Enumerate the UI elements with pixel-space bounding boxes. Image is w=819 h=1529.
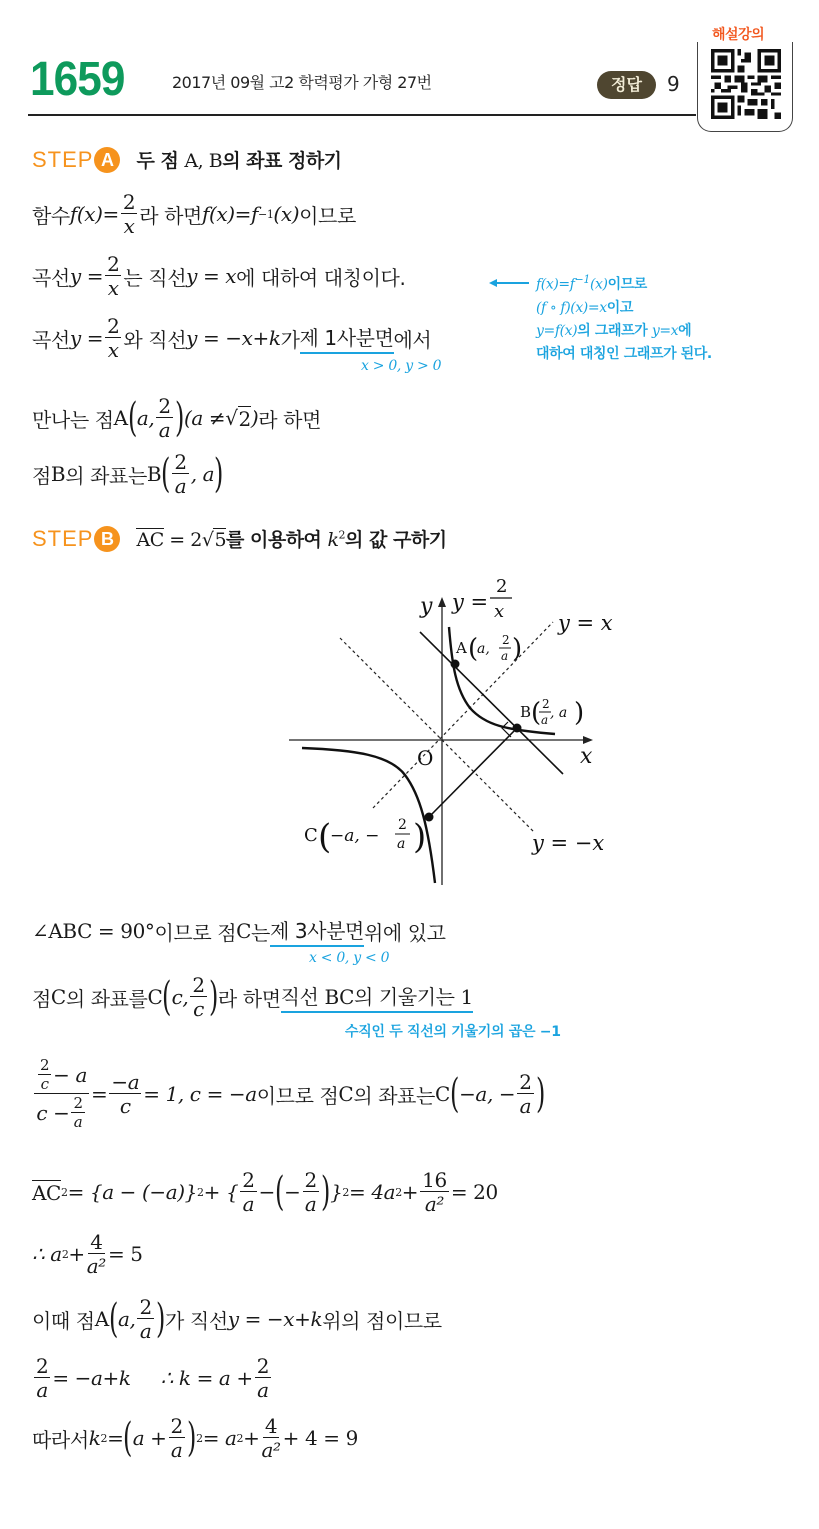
perpendicular-slope-note: 수직인 두 직선의 기울기의 곱은 −1 [345, 1024, 561, 1040]
svg-text:−a, −: −a, − [330, 826, 380, 846]
y-axis-arrow-icon [438, 597, 446, 607]
qr-label: 해설강의 [712, 27, 765, 43]
hyperbola-branch-q3 [302, 748, 435, 883]
svg-text:a,: a, [477, 641, 490, 657]
body-line-8: 따라서 k 2 = ( a + $\frac{2}{a}$ ) 2 = a 2 + $\frac{4}{\text{a²}}$ + 4 = 9 [32, 1414, 358, 1462]
curve-label-lhs: y = [452, 590, 489, 614]
step-b-badge: B [94, 526, 120, 552]
quadrant-1-underline: 제 1사분면 [300, 322, 394, 354]
problem-number: 1659 [30, 53, 125, 106]
svg-text:B: B [520, 703, 532, 721]
line-yx-label: y = x [558, 611, 613, 635]
step-label: STEP [32, 146, 94, 172]
step-b-title: AC = 2√5를 이용하여 $k^2$의 값 구하기 [136, 528, 447, 551]
svg-text:C: C [304, 825, 318, 846]
body-line-6: 이때 점 A ( a, $\frac{2}{a}$ ) 가 직선 y = −x+k 위의 점이므로 [32, 1295, 442, 1343]
body-line-3: $\frac{2}{c}$ − a c − $\frac{2}{a}$ = $\frac{-a}{c}$ = 1, c = −a 이므로 점 C 의 좌표는 C ( −a, − $\frac{2}{a}$ ) [32, 1058, 545, 1130]
origin-label: O [417, 746, 434, 770]
step-a-line-4: 만나는 점 A ( a, $\frac{2}{a}$ ) (a ≠ √ 2 ) 라 하면 [32, 394, 321, 442]
qr-code-icon[interactable] [711, 49, 781, 119]
body-line-1: ∠ABC = 90° 이므로 점 C 는 제 3사분면 위에 있고 [32, 915, 446, 947]
problem-source: 2017년 09월 고2 학력평가 가형 27번 [172, 73, 432, 92]
svg-text:a: a [501, 649, 509, 663]
svg-text:(: ( [468, 634, 479, 664]
x-axis-arrow-icon [583, 736, 593, 744]
point-a [451, 660, 460, 669]
step-a-title: 두 점 A, B의 좌표 정하기 [136, 150, 342, 172]
line-ynx-label: y = −x [532, 831, 605, 855]
svg-text:): ) [574, 698, 585, 728]
step-a-line-1: 함수 f(x)= $\frac{2}{x}$ 라 하면 f(x)=f −1 (x) 이므로 [32, 190, 356, 238]
inverse-function-note: $f(x)=f^{-1}(x)$이므로 (f ∘ f)(x)=x이고 y=f(x)의 그래프가 y=x에 대하여 대칭인 그래프가 된다. [536, 273, 712, 362]
point-b [513, 724, 522, 733]
svg-text:2: 2 [542, 697, 550, 711]
svg-text:(: ( [531, 698, 542, 728]
svg-text:): ) [413, 817, 427, 857]
quadrant-3-note: x < 0, y < 0 [309, 950, 390, 966]
svg-text:, a: , a [550, 705, 568, 721]
step-a-heading [32, 146, 342, 173]
body-line-7: $\frac{2}{a}$ = −a+k ∴ k = a + $\frac{2}{a}$ [36, 1354, 270, 1402]
body-line-4: AC 2 = {a − (−a)} 2 + { $\frac{2}{a}$ − ( − $\frac{2}{a}$ ) } 2 = 4a 2 + $\frac{16}{\text{a²}}$ = 20 [32, 1168, 498, 1216]
body-line-2: 점 C 의 좌표를 C ( c, $\frac{2}{c}$ ) 라 하면 직선 BC의 기울기는 1 [32, 973, 473, 1021]
curve-label-den: x [494, 601, 505, 622]
hyperbola-diagram [280, 565, 640, 895]
step-a-line-3: 곡선 y = $\frac{2}{x}$ 와 직선 y = −x+k 가 제 1사분면 에서 [32, 314, 432, 362]
svg-text:(: ( [318, 817, 332, 857]
svg-text:A: A [456, 639, 467, 657]
quadrant-1-note: x > 0, y > 0 [361, 358, 442, 374]
svg-text:a: a [541, 713, 549, 727]
quadrant-3-underline: 제 3사분면 [270, 915, 364, 947]
header-divider [28, 114, 696, 116]
slope-underline: 직선 BC의 기울기는 1 [281, 981, 473, 1013]
body-line-5: ∴ a 2 + $\frac{4}{\text{a²}}$ = 5 [32, 1230, 143, 1278]
svg-text:2: 2 [502, 633, 510, 647]
step-a-line-2: 곡선 y = $\frac{2}{x}$ 는 직선 y = x 에 대하여 대칭이다. [32, 252, 406, 300]
svg-text:): ) [512, 634, 523, 664]
step-label: STEP [32, 525, 94, 551]
answer-badge: 정답 [597, 71, 656, 99]
step-a-badge: A [94, 147, 120, 173]
step-b-heading [32, 525, 447, 552]
answer-value: 9 [667, 72, 680, 96]
step-a-line-5: 점 B 의 좌표는 B ( $\frac{2}{a}$ , a ) [32, 450, 224, 498]
dashed-line-y-eq-neg-x [340, 638, 535, 833]
svg-text:a: a [397, 836, 406, 852]
svg-text:2: 2 [398, 817, 407, 833]
y-axis-label: y [420, 594, 433, 619]
curve-label-num: 2 [496, 576, 508, 597]
arrow-left-icon [489, 278, 529, 288]
x-axis-label: x [580, 744, 593, 769]
